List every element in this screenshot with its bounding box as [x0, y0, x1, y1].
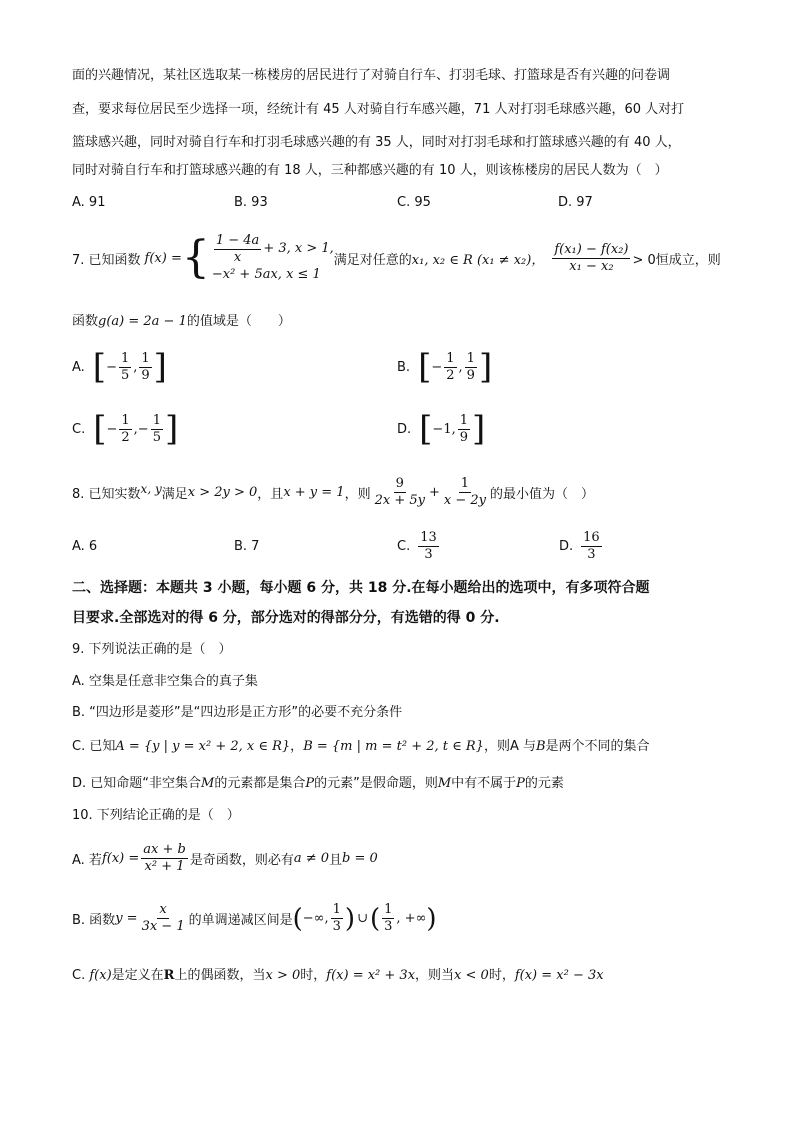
q7-brace: { [181, 232, 210, 283]
q8-prefix: 8. 已知实数 [72, 487, 141, 502]
q7-line2-a: 函数 [72, 314, 99, 329]
q7-option-a: A. [ − $\frac{1}{5}$ , $\frac{1}{9}$ ] [72, 347, 167, 387]
q10-c-f: f(x) = x² + 3x [326, 968, 416, 983]
q8-option-c [397, 530, 559, 563]
q9-c-a: C. 已知 [72, 739, 116, 754]
q9-option-d [72, 774, 564, 794]
q10-a-num: ax + b [143, 842, 186, 857]
q7-c-d2: 5 [152, 429, 161, 445]
q7-line2-b: 的值域是（ ） [186, 314, 291, 329]
q6-line-4: 同时对骑自行车和打篮球感兴趣的有 18 人，三种都感兴趣的有 10 人，则该栋楼房的居民人数为（ ） [72, 163, 668, 178]
q8-option-b: B. 7 [234, 539, 260, 554]
q7-c-n1: 1 [121, 412, 130, 428]
q7-c-d1: 2 [121, 429, 130, 445]
q9-c-c: ，则A 与 [483, 739, 536, 754]
q10-b-b: 的单调递减区间是 [188, 913, 293, 928]
q7-case1-den: x [233, 249, 242, 265]
q7-a-d2: 9 [141, 367, 150, 383]
q7-a-n2: 1 [141, 350, 150, 366]
q7-case2: −x² + 5ax, x ≤ 1 [211, 266, 321, 282]
q7-d-n2: 1 [459, 412, 468, 428]
q9-d-P2: P [516, 776, 525, 791]
q10-b-y: y = [115, 911, 138, 926]
q8-f1-den: 2x + 5y [374, 493, 425, 508]
q7-option-b: B. [ − $\frac{1}{2}$ , $\frac{1}{9}$ ] [397, 347, 493, 387]
q7-d-label: D. [397, 421, 412, 437]
q10-b-d2: 3 [384, 919, 393, 934]
q10-a-d: 且 [329, 853, 343, 868]
q9-d-c: 的元素”是假命题，则 [314, 776, 438, 791]
q10-option-a [72, 842, 378, 875]
q8-mid3: ，则 [344, 487, 371, 502]
q10-c-a: C. [72, 968, 86, 983]
q9-d-d: 中有不属于 [451, 776, 517, 791]
q10-b-i2: , +∞ [396, 911, 427, 926]
q8-plus: + [428, 485, 440, 500]
q10-a-b: 是奇函数，则必有 [189, 853, 294, 868]
q10-c-d: x > 0 [265, 968, 301, 983]
q10-b-cup: ∪ [357, 911, 368, 926]
q7-suffix: > 0恒成立，则 [632, 252, 721, 268]
q9-option-b: B. “四边形是菱形”是“四边形是正方形”的必要不充分条件 [72, 705, 403, 720]
q8-d-label: D. [559, 539, 574, 554]
q7-b-n1: 1 [446, 350, 455, 366]
q10-c-g: ，则当 [415, 968, 455, 983]
q8-option-d [559, 530, 604, 563]
q8-cond: x > 2y > 0 [187, 485, 258, 500]
q7-vars: x₁, x₂ ∈ R (x₁ ≠ x₂)， [411, 252, 545, 268]
q8-stem [72, 476, 594, 509]
q10-c-b: 是定义在 [111, 968, 164, 983]
q6-option-d: D. 97 [558, 195, 593, 210]
q7-d-first: −1, [432, 421, 456, 437]
q9-d-M: M [201, 776, 215, 791]
q8-suffix: 的最小值为（ ） [489, 487, 594, 502]
q9-option-a: A. 空集是任意非空集合的真子集 [72, 674, 258, 689]
q7-fx: f(x) = [144, 250, 182, 266]
q10-a-e: b = 0 [342, 851, 378, 866]
q10-b-i1: −∞, [302, 911, 329, 926]
q7-diff-num: f(x₁) − f(x₂) [554, 241, 629, 257]
q8-d-den: 3 [587, 547, 596, 562]
q8-xy: x, y [140, 481, 162, 496]
q10-option-c [72, 966, 604, 986]
q10-a-a: A. 若 [72, 853, 102, 868]
q8-mid1: 满足 [161, 487, 188, 502]
q6-option-a: A. 91 [72, 195, 106, 210]
q10-b-den: 3x − 1 [141, 919, 185, 934]
q8-options [72, 530, 604, 563]
q9-option-c [72, 737, 650, 757]
q7-diff-frac [552, 242, 630, 275]
q8-f1-num: 9 [395, 476, 404, 491]
q8-c-den: 3 [424, 547, 433, 562]
q9-c-B: B [535, 739, 546, 754]
q7-c-n2: 1 [152, 412, 161, 428]
q9-c-set-b: B = {m | m = t² + 2, t ∈ R} [303, 739, 484, 754]
q8-c-label: C. [397, 539, 411, 554]
q6-line-2: 查，要求每位居民至少选择一项，经统计有 45 人对骑自行车感兴趣，71 人对打羽毛球感兴趣，60 人对打 [72, 102, 685, 117]
q7-line2-math: g(a) = 2a − 1 [98, 314, 187, 329]
q10-option-b: B. 函数 y = $\frac{x}{3x - 1}$ 的单调递减区间是 ( −∞, $\frac{1}{3}$ ) ∪ ( $\frac{1}{3}$ , +∞ ) [72, 902, 437, 934]
q7-b-label: B. [397, 359, 411, 375]
q7-b-d1: 2 [446, 367, 455, 383]
q10-b-num: x [159, 902, 167, 917]
q9-d-a: D. 已知命题“非空集合 [72, 776, 202, 791]
q10-c-i: 时， [488, 968, 515, 983]
q8-c-num: 13 [420, 530, 437, 545]
q7-b-n2: 1 [466, 350, 475, 366]
q7-d-d2: 9 [459, 429, 468, 445]
q9-d-M2: M [437, 776, 452, 791]
q9-stem: 9. 下列说法正确的是（ ） [72, 642, 232, 657]
q6-line-3: 篮球感兴趣，同时对骑自行车和打羽毛球感兴趣的有 35 人，同时对打羽毛球和打篮球感兴趣的有 40 人， [72, 135, 681, 150]
q10-b-d1: 3 [332, 919, 341, 934]
q7-diff-den: x₁ − x₂ [569, 258, 614, 274]
q10-c-c: 上的偶函数，当 [174, 968, 266, 983]
q9-d-e: 的元素 [524, 776, 564, 791]
q9-c-set-a: A = {y | y = x² + 2, x ∈ R} [115, 739, 291, 754]
q10-c-h: x < 0 [454, 968, 489, 983]
section2-heading-line-1: 二、选择题：本题共 3 小题，每小题 6 分，共 18 分.在每小题给出的选项中，有多项符合题 [72, 580, 650, 596]
section2-heading-line-2: 目要求.全部选对的得 6 分，部分选对的得部分分，有选错的得 0 分. [72, 610, 500, 626]
q7-case1-frac [214, 233, 261, 266]
q8-f2-den: x − 2y [443, 493, 486, 508]
q7-a-label: A. [72, 359, 85, 375]
q8-option-a: A. 6 [72, 539, 98, 554]
q7-prefix: 7. 已知函数 [72, 252, 141, 268]
q10-c-e: 时， [300, 968, 327, 983]
q10-stem: 10. 下列结论正确的是（ ） [72, 808, 240, 823]
q10-a-fx: f(x) = [101, 851, 140, 866]
q10-c-R: R [163, 968, 175, 983]
q8-d-num: 16 [583, 530, 600, 545]
q9-c-b: ， [290, 739, 304, 754]
q10-b-n2: 1 [384, 902, 393, 917]
q7-c-label: C. [72, 421, 86, 437]
q9-c-d: 是两个不同的集合 [545, 739, 650, 754]
q7-case1-num: 1 − 4a [215, 232, 260, 248]
q7-mid: 满足对任意的 [333, 252, 412, 268]
q7-option-c: C. [ − $\frac{1}{2}$ ,− $\frac{1}{5}$ ] [72, 409, 179, 449]
q10-b-n1: 1 [332, 902, 341, 917]
q6-option-c: C. 95 [397, 195, 431, 210]
q7-cases [212, 233, 334, 284]
q7-a-n1: 1 [120, 350, 130, 366]
q10-a-c: a ≠ 0 [293, 851, 330, 866]
q10-a-den: x² + 1 [144, 859, 185, 874]
q10-b-a: B. 函数 [72, 913, 116, 928]
q8-f2-num: 1 [460, 476, 470, 491]
q7-stem [72, 230, 721, 286]
q8-mid2: ，且 [257, 487, 284, 502]
q10-c-fx: f(x) [89, 968, 112, 983]
q7-a-d1: 5 [120, 367, 130, 383]
q8-sum: x + y = 1 [283, 485, 345, 500]
q10-c-j: f(x) = x² − 3x [514, 968, 604, 983]
q6-line-1: 面的兴趣情况，某社区选取某一栋楼房的居民进行了对骑自行车、打羽毛球、打篮球是否有兴趣的问卷调 [72, 68, 671, 83]
q7-line-2 [72, 312, 291, 332]
q7-case1-rest: + 3, x > 1, [263, 241, 334, 256]
q9-d-b: 的元素都是集合 [214, 776, 306, 791]
q7-b-d2: 9 [466, 367, 475, 383]
q7-option-d: D. [ −1, $\frac{1}{9}$ ] [397, 409, 486, 449]
q6-option-b: B. 93 [234, 195, 268, 210]
q9-d-P: P [305, 776, 315, 791]
